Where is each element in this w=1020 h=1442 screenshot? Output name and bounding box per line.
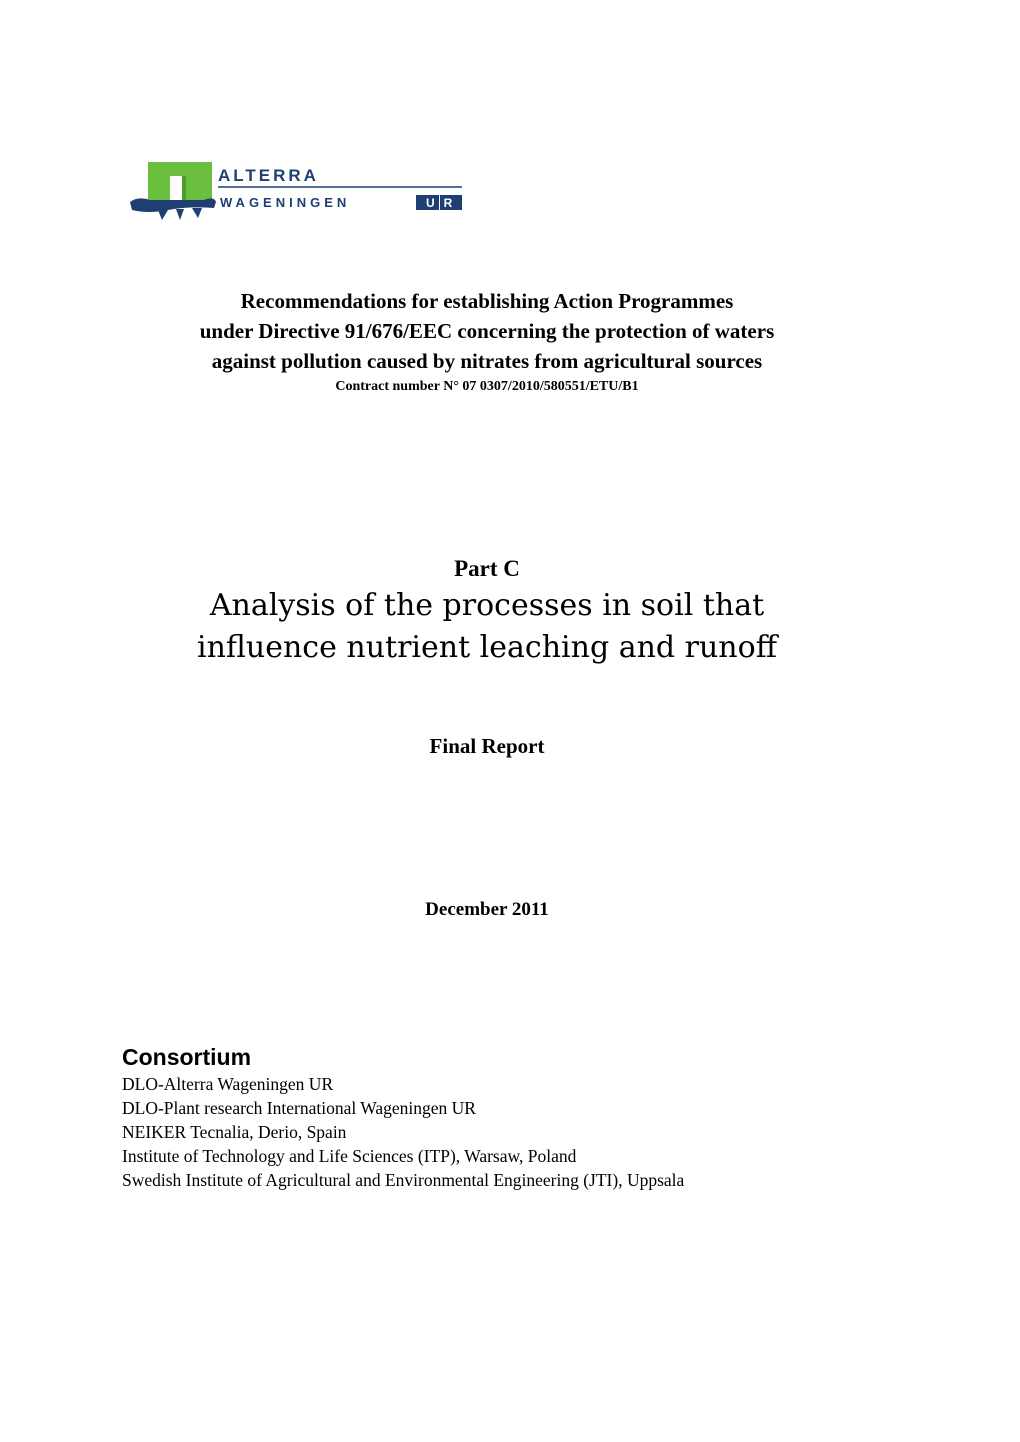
consortium-section xyxy=(122,1042,882,1192)
part-label: Part C xyxy=(454,556,520,581)
consortium-member: Swedish Institute of Agricultural and Environmental Engineering (JTI), Uppsala xyxy=(122,1170,685,1190)
header-line-2: under Directive 91/676/EEC concerning the protection of waters xyxy=(199,319,775,343)
logo-emblem-door xyxy=(170,176,182,200)
report-type: Final Report xyxy=(429,734,545,758)
alterra-wageningen-logo xyxy=(128,156,468,228)
consortium-member: DLO-Alterra Wageningen UR xyxy=(122,1074,334,1094)
report-header xyxy=(0,286,974,396)
contract-number: Contract number N° 07 0307/2010/580551/ETU/B1 xyxy=(335,379,639,394)
report-date: December 2011 xyxy=(425,899,549,920)
header-line-3: against pollution caused by nitrates from agricultural sources xyxy=(211,349,763,373)
main-title-line-1: Analysis of the processes in soil that xyxy=(209,588,765,623)
alterra-logo-graphic xyxy=(128,156,468,228)
part-section xyxy=(0,555,974,669)
consortium-member: DLO-Plant research International Wageningen UR xyxy=(122,1098,476,1118)
consortium-heading: Consortium xyxy=(122,1044,252,1070)
logo-org-name: ALTERRA xyxy=(218,166,319,185)
header-line-1: Recommendations for establishing Action Programmes xyxy=(240,289,734,313)
main-title-line-2: influence nutrient leaching and runoff xyxy=(196,630,778,665)
logo-emblem-water xyxy=(130,198,216,212)
consortium-member: Institute of Technology and Life Sciences (ITP), Warsaw, Poland xyxy=(122,1146,577,1166)
logo-ur-text: UR xyxy=(426,196,462,210)
consortium-member: NEIKER Tecnalia, Derio, Spain xyxy=(122,1122,347,1142)
main-title xyxy=(0,585,974,669)
logo-org-sub-name: WAGENINGEN xyxy=(220,195,351,210)
